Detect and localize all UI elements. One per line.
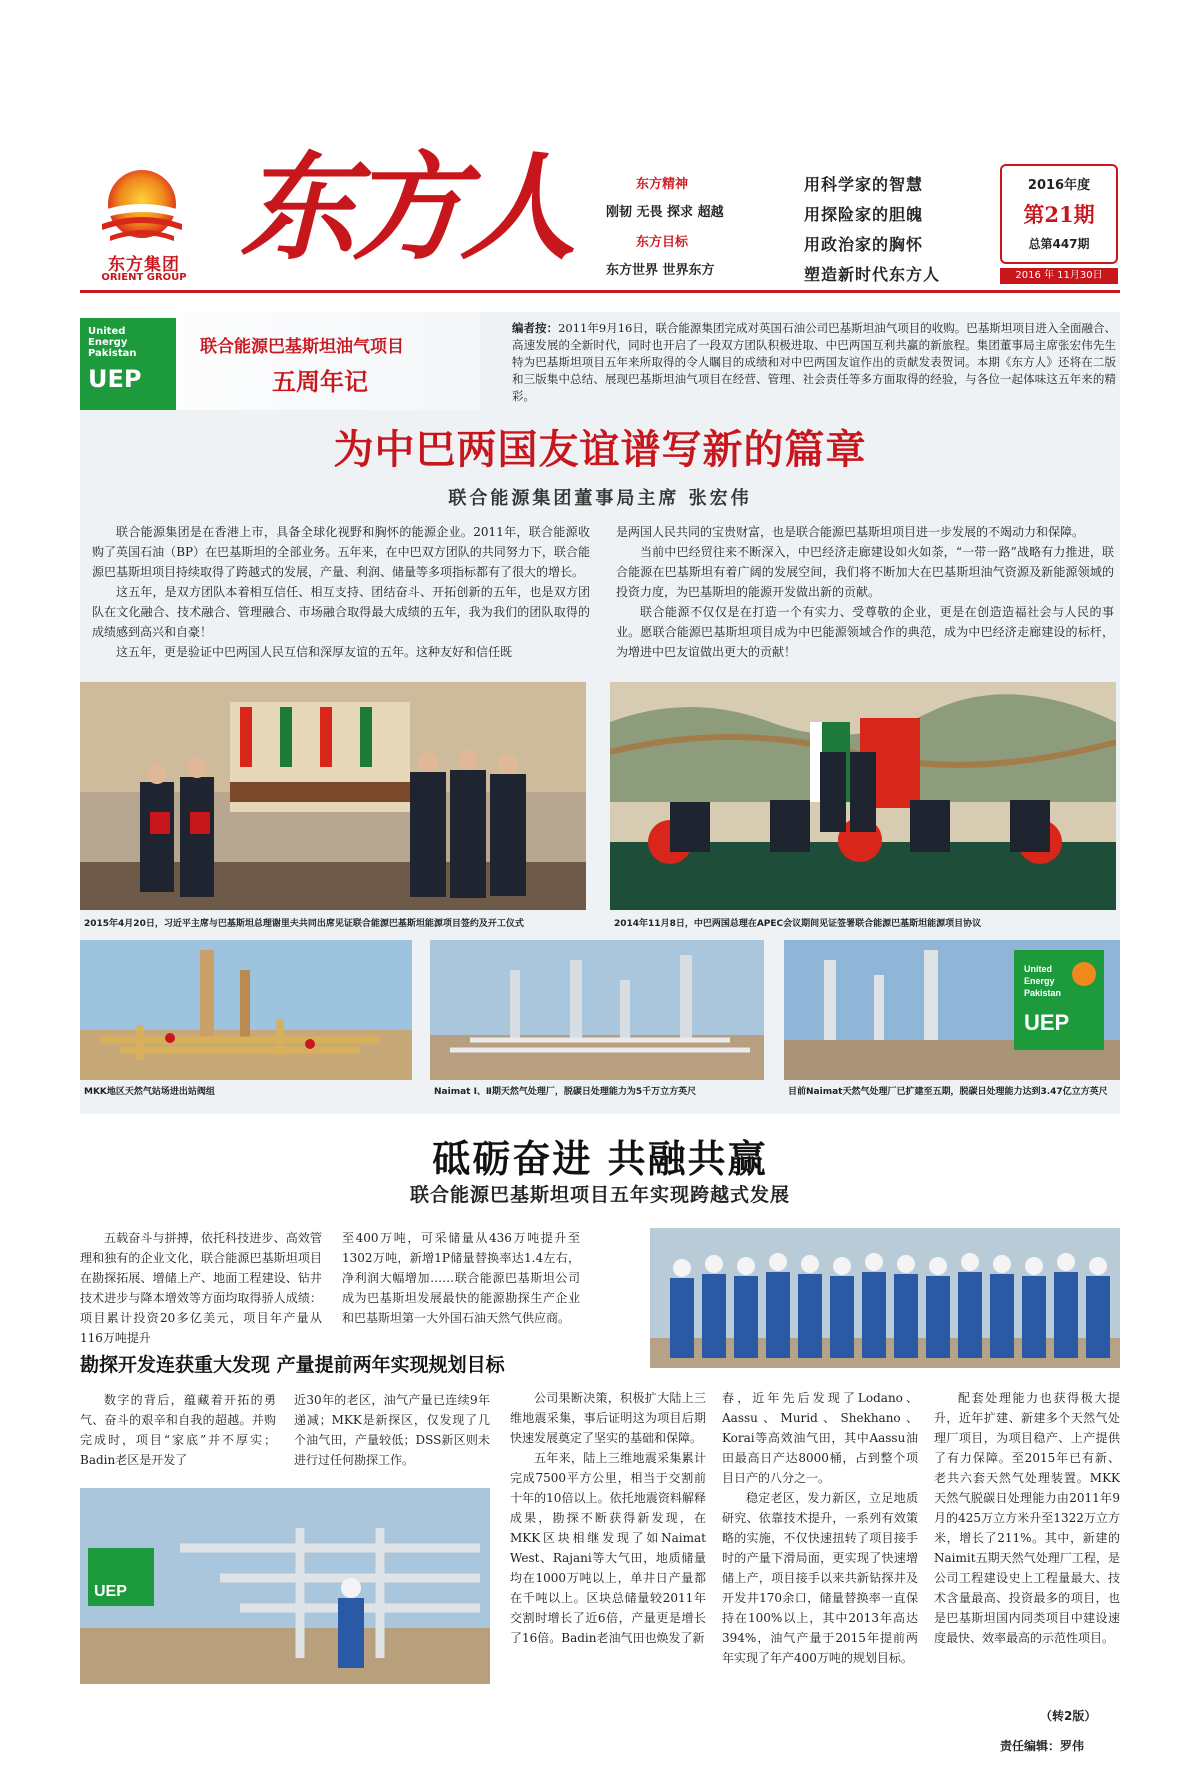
body-column-2 xyxy=(294,1390,490,1470)
paragraph: 近30年的老区，油气产量已连续9年递减；MKK是新探区，仅发现了几个油气田，产量较低；DSS新区则未进行过任何勘探工作。 xyxy=(294,1393,490,1467)
signing-ceremony-2014-photo xyxy=(610,682,1116,910)
svg-text:UEP: UEP xyxy=(1024,1010,1070,1035)
paragraph: 联合能源不仅仅是在打造一个有实力、受尊敬的企业，更是在创造造福社会与人民的事业。愿联合能源巴基斯坦项目成为中巴能源领域合作的典范，成为中巴经济走廊建设的标杆，为增进中巴友谊做出更大的贡献！ xyxy=(616,605,1114,659)
photo-caption: MKK地区天然气站场进出站阀组 xyxy=(84,1087,215,1097)
responsible-editor: 责任编辑：罗伟 xyxy=(1000,1739,1085,1753)
svg-text:United: United xyxy=(1024,964,1052,974)
newspaper-title: 东方人 xyxy=(240,140,570,276)
paragraph: 配套处理能力也获得极大提升，近年扩建、新建多个天然气处理厂项目，为项目稳产、上产提供了有力保障。至2015年已有新、老共六套天然气处理装置。MKK天然气脱碳日处理能力由2011年9月的425万立方米升至1322万立方米，增长了211%。其中，新建的Naimit五期天然气处理厂工程，是公司工程建设史上工程量最大、技术含量最高、投资最多的项目，也是巴基斯坦国内同类项目中建设速度最快、效率最高的示范性项目。 xyxy=(934,1391,1120,1645)
uep-word: Pakistan xyxy=(88,348,137,359)
body-column-4 xyxy=(722,1388,918,1668)
svg-text:UEP: UEP xyxy=(94,1583,127,1600)
paragraph: 是两国人民共同的宝贵财富，也是联合能源巴基斯坦项目进一步发展的不竭动力和保障。 xyxy=(616,525,1085,539)
uep-wordmark: UEP xyxy=(88,365,142,393)
photo-caption: Naimat Ⅰ、Ⅱ期天然气处理厂，脱碳日处理能力为5千万立方英尺 xyxy=(434,1087,697,1097)
team-group-photo xyxy=(650,1228,1120,1368)
uep-word: United xyxy=(88,326,126,337)
gas-station-worker-photo xyxy=(80,1488,490,1684)
photo-caption: 2015年4月20日，习近平主席与巴基斯坦总理谢里夫共同出席见证联合能源巴基斯坦能源项目签约及开工仪式 xyxy=(84,919,524,929)
photo-caption: 2014年11月8日，中巴两国总理在APEC会议期间见证签署联合能源巴基斯坦能源项目协议 xyxy=(614,919,982,929)
paragraph: 这五年，更是验证中巴两国人民互信和深厚友谊的五年。这种友好和信任既 xyxy=(116,645,513,659)
banner-title: 联合能源巴基斯坦油气项目 xyxy=(200,337,404,357)
feature-column-right xyxy=(616,522,1114,662)
spirit-value: 刚韧 无畏 探求 超越 xyxy=(606,205,724,220)
paragraph: 春，近年先后发现了Lodano、Aassu、Murid、Shekhano、Korai等高效油气田，其中Aassu油田最高日产达8000桶，占到整个项目日产的八分之一。 xyxy=(722,1391,918,1485)
issue-year: 2016年度 xyxy=(1027,178,1091,193)
paragraph: 当前中巴经贸往来不断深入，中巴经济走廊建设如火如荼，“一带一路”战略有力推进，联合能源在巴基斯坦有着广阔的发展空间，我们将不断加大在巴基斯坦油气资源及新能源领域的投资力度，为巴基斯坦的能源开发做出新的贡献。 xyxy=(616,545,1114,599)
article-headline: 砥砺奋进 共融共赢 xyxy=(432,1136,768,1181)
logo-chinese-name: 东方集团 xyxy=(108,255,180,275)
continued-note: （转2版） xyxy=(1040,1709,1097,1723)
feature-byline: 联合能源集团董事局主席 张宏伟 xyxy=(448,488,752,509)
banner-subtitle: 五周年记 xyxy=(272,367,368,396)
naimat-plant-phase5-photo xyxy=(784,940,1120,1080)
intro-column-left xyxy=(80,1228,322,1348)
motto-line: 用科学家的智慧 xyxy=(804,175,924,194)
article-subhead: 联合能源巴基斯坦项目五年实现跨越式发展 xyxy=(409,1184,790,1206)
motto-block xyxy=(804,170,940,290)
body-column-5 xyxy=(934,1388,1120,1648)
orient-group-sun-logo xyxy=(96,160,188,252)
paragraph: 至400万吨，可采储量从436万吨提升至1302万吨，新增1P储量替换率达1.4左右，净利润大幅增加……联合能源巴基斯坦公司成为巴基斯坦发展最快的能源勘探生产企业和巴基斯坦第一大外国石油天然气供应商。 xyxy=(342,1231,580,1325)
photo-caption: 目前Naimat天然气处理厂已扩建至五期，脱碳日处理能力达到3.47亿立方英尺 xyxy=(788,1087,1108,1097)
spirit-label: 东方精神 xyxy=(636,177,689,192)
uep-logo xyxy=(80,318,176,410)
feature-column-left xyxy=(92,522,590,662)
paragraph: 这五年，是双方团队本着相互信任、相互支持、团结奋斗、开拓创新的五年，也是双方团队在文化融合、技术融合、管理融合、市场融合取得最大成绩的五年，我为我们的团队取得的成绩感到高兴和自豪！ xyxy=(92,585,590,639)
intro-column-right xyxy=(342,1228,580,1328)
signing-ceremony-2015-photo xyxy=(80,682,586,910)
motto-line: 用探险家的胆魄 xyxy=(804,205,924,224)
masthead-rule xyxy=(80,290,1120,293)
paragraph: 数字的背后，蕴藏着开拓的勇气、奋斗的艰辛和自我的超越。并购完成时，项目“家底”并不厚实；Badin老区是开发了 xyxy=(80,1393,276,1467)
uep-word: Energy xyxy=(88,337,128,348)
svg-text:Energy: Energy xyxy=(1024,976,1055,986)
issue-total: 总第447期 xyxy=(1028,237,1090,251)
motto-line: 用政治家的胸怀 xyxy=(804,235,924,254)
editor-note-label: 编者按： xyxy=(512,321,559,335)
paragraph: 联合能源集团是在香港上市，具备全球化视野和胸怀的能源企业。2011年，联合能源收购了英国石油（BP）在巴基斯坦的全部业务。五年来，在中巴双方团队的共同努力下，联合能源巴基斯坦项目持续取得了跨越式的发展，产量、利润、储量等多项指标都有了很大的增长。 xyxy=(92,525,590,579)
feature-headline: 为中巴两国友谊谱写新的篇章 xyxy=(333,426,867,473)
editor-note-text: 2011年9月16日，联合能源集团完成对英国石油公司巴基斯坦油气项目的收购。巴基斯坦项目进入全面融合、高速发展的全新时代，同时也开启了一段双方团队积极进取、中巴两国互利共赢的新旅程。集团董事局主席张宏伟先生特为巴基斯坦项目五年来所取得的令人瞩目的成绩和对中巴两国友谊作出的贡献发表贺词。本期《东方人》还将在二版和三版集中总结、展现巴基斯坦油气项目在经营、管理、社会责任等多方面取得的经验，与各位一起体味这五年来的精彩。 xyxy=(512,321,1116,403)
section-title: 勘探开发连获重大发现 产量提前两年实现规划目标 xyxy=(80,1354,505,1376)
paragraph: 五年来，陆上三维地震采集累计完成7500平方公里，相当于交割前十年的10倍以上。依托地震资料解释成果，勘探不断获得新发现，在MKK区块相继发现了如Naimat West、Rajani等大气田，地质储量均在1000万吨以上，单井日产量都在千吨以上。区块总储量较2011年交割时增长了近6倍，产量更是增长了16倍。Badin老油气田也焕发了新 xyxy=(510,1451,706,1645)
editor-note xyxy=(512,320,1116,405)
naimat-plant-phase1-photo xyxy=(430,940,764,1080)
issue-date: 2016 年 11月30日 xyxy=(1000,268,1118,284)
mkk-valve-station-photo xyxy=(80,940,412,1080)
issue-box xyxy=(1000,164,1118,264)
goal-value: 东方世界 世界东方 xyxy=(606,263,715,278)
paragraph: 五载奋斗与拼搏，依托科技进步、高效管理和独有的企业文化，联合能源巴基斯坦项目在勘探拓展、增储上产、地面工程建设、钻井技术进步与降本增效等方面均取得骄人成绩：项目累计投资20多亿美元，项目年产量从116万吨提升 xyxy=(80,1231,322,1345)
body-column-3 xyxy=(510,1388,706,1648)
svg-text:Pakistan: Pakistan xyxy=(1024,988,1062,998)
paragraph: 公司果断决策，积极扩大陆上三维地震采集，事后证明这为项目后期快速发展奠定了坚实的基础和保障。 xyxy=(510,1391,706,1445)
paragraph: 稳定老区，发力新区，立足地质研究、依靠技术提升，一系列有效策略的实施，不仅快速扭转了项目接手时的产量下滑局面，更实现了快速增储上产，项目接手以来共新钻探井及开发井170余口，储量替换率一直保持在100%以上，其中2013年高达394%，油气产量于2015年提前两年实现了年产400万吨的规划目标。 xyxy=(722,1491,918,1665)
goal-label: 东方目标 xyxy=(636,235,689,250)
logo-english-name: ORIENT GROUP xyxy=(101,272,187,283)
issue-number: 第21期 xyxy=(1023,202,1095,227)
body-column-1 xyxy=(80,1390,276,1470)
motto-line: 塑造新时代东方人 xyxy=(804,265,941,284)
